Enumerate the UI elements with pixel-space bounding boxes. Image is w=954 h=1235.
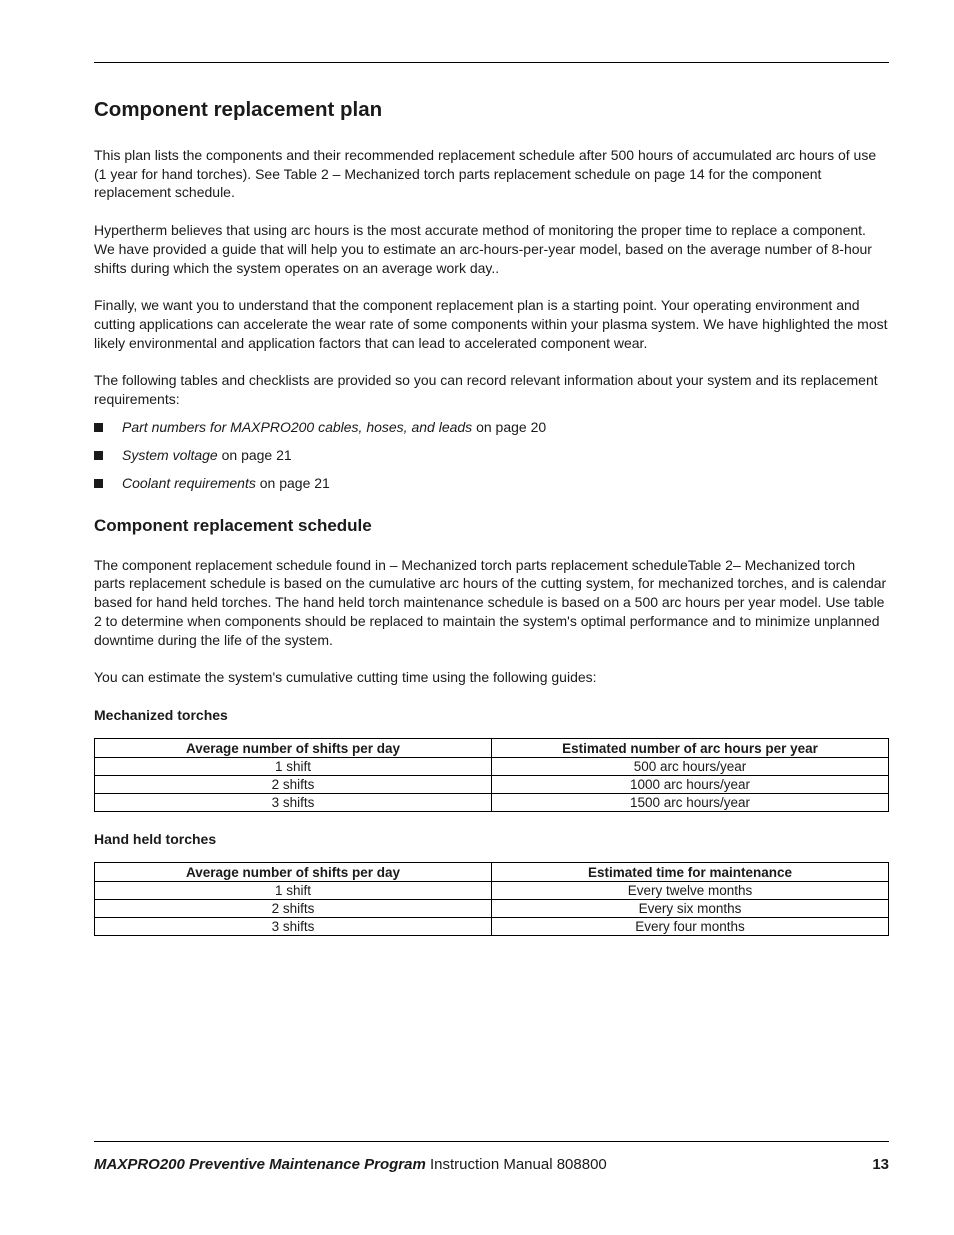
intro-paragraph-3: Finally, we want you to understand that the component replacement plan is a starting point. Your operating environment and cutting applications can accelerate the wear rate of some components within your plasma system. We have highlighted the most likely environmental and application factors that can lead to accelerated component wear. <box>94 297 888 351</box>
handheld-table <box>94 862 889 936</box>
bullet-square-icon <box>94 423 103 432</box>
bullet-square-icon <box>94 451 103 460</box>
column-header: Estimated number of arc hours per year <box>492 738 889 757</box>
reference-link[interactable]: Part numbers for MAXPRO200 cables, hoses, and leads <box>122 418 473 435</box>
intro-paragraph-1: This plan lists the components and their recommended replacement schedule after 500 hours of accumulated arc hours of use (1 year for hand torches). See Table 2 – Mechanized torch parts replacement schedule on page 14 for the component replacement schedule. <box>94 147 877 201</box>
table-row <box>95 757 889 775</box>
schedule-paragraph-2: You can estimate the system's cumulative cutting time using the following guides: <box>94 669 597 686</box>
table-row <box>95 775 889 793</box>
page-title: Component replacement plan <box>94 98 383 121</box>
reference-page: on page 21 <box>217 446 292 463</box>
reference-page: on page 20 <box>472 418 547 435</box>
section-heading: Component replacement schedule <box>94 515 372 535</box>
table-cell: 1500 arc hours/year <box>492 793 889 811</box>
page-content <box>94 96 889 954</box>
reference-page: on page 21 <box>255 474 330 491</box>
table-cell: 500 arc hours/year <box>492 757 889 775</box>
column-header: Estimated time for maintenance <box>492 862 889 881</box>
bullet-square-icon <box>94 479 103 488</box>
list-item <box>94 446 889 464</box>
table-cell: 3 shifts <box>95 793 492 811</box>
footer-doc-number: 808800 <box>556 1156 607 1173</box>
table-row <box>95 793 889 811</box>
reference-link[interactable]: Coolant requirements <box>122 474 256 491</box>
footer-product: MAXPRO200 Preventive Maintenance Program <box>94 1156 426 1173</box>
table-cell: 2 shifts <box>95 899 492 917</box>
table-row <box>95 881 889 899</box>
table-cell: 3 shifts <box>95 917 492 935</box>
reference-link[interactable]: System voltage <box>122 446 218 463</box>
mechanized-heading: Mechanized torches <box>94 706 228 723</box>
footer-rule <box>94 1141 889 1142</box>
reference-list <box>94 418 889 492</box>
page-number: 13 <box>872 1156 889 1173</box>
table-cell: 1000 arc hours/year <box>492 775 889 793</box>
mechanized-table <box>94 738 889 812</box>
column-header: Average number of shifts per day <box>95 862 492 881</box>
table-cell: Every six months <box>492 899 889 917</box>
intro-paragraph-4: The following tables and checklists are provided so you can record relevant information about your system and its replacement requirements: <box>94 372 878 408</box>
handheld-heading: Hand held torches <box>94 830 217 847</box>
page-footer <box>94 1155 889 1175</box>
table-cell: Every twelve months <box>492 881 889 899</box>
footer-doc: Instruction Manual <box>429 1156 553 1173</box>
column-header: Average number of shifts per day <box>95 738 492 757</box>
table-row <box>95 917 889 935</box>
table-cell: 2 shifts <box>95 775 492 793</box>
table-row <box>95 899 889 917</box>
schedule-paragraph-1: The component replacement schedule found in – Mechanized torch parts replacement scheduleTable 2– Mechanized torch parts replacement schedule is based on the cumulative arc hours of the cutting system, for mechanized torches, and is calendar based for hand held torches. The hand held torch maintenance schedule is based on a 500 arc hours per year model. Use table 2 to determine when components should be replaced to maintain the system's optimal performance and to minimize unplanned downtime during the life of the system. <box>94 556 887 648</box>
intro-paragraph-2: Hypertherm believes that using arc hours is the most accurate method of monitoring the proper time to replace a component. We have provided a guide that will help you to estimate an arc-hours-per-year model, based on the average number of 8-hour shifts during which the system operates on an average work day.. <box>94 222 872 276</box>
list-item <box>94 418 889 436</box>
table-cell: Every four months <box>492 917 889 935</box>
table-cell: 1 shift <box>95 881 492 899</box>
table-cell: 1 shift <box>95 757 492 775</box>
header-rule <box>94 62 889 63</box>
list-item <box>94 474 889 492</box>
